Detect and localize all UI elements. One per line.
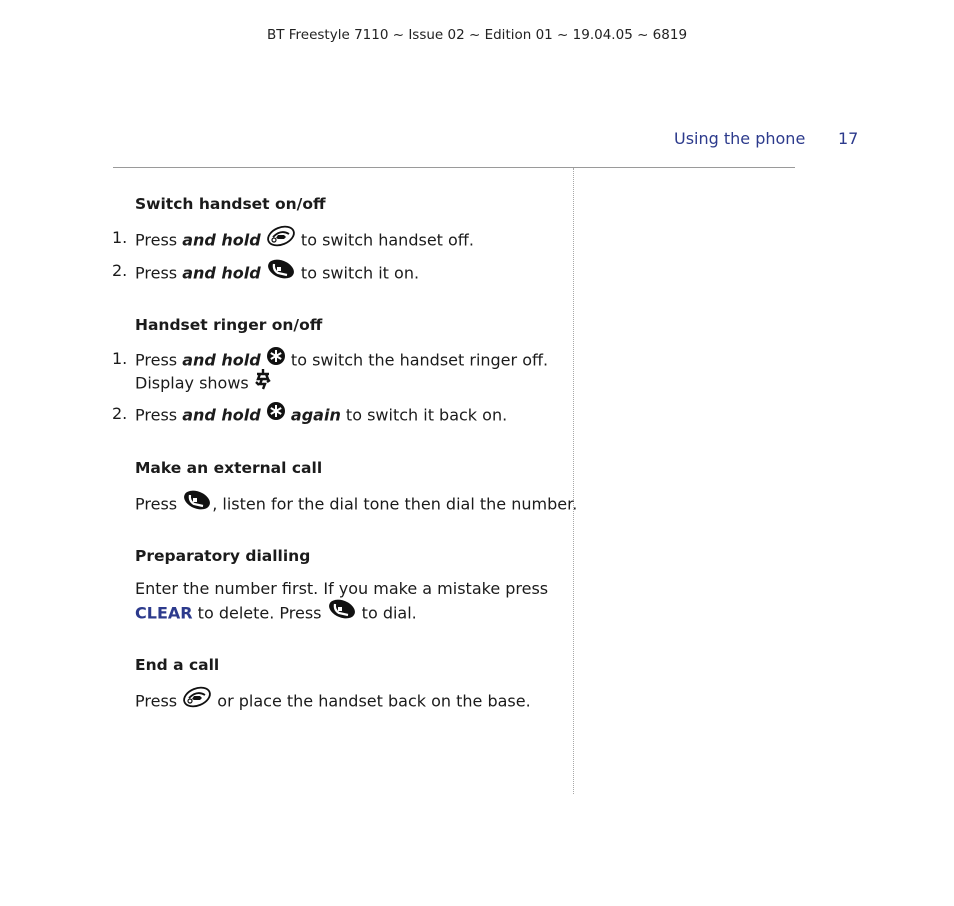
talk-icon [327,598,357,626]
external-call-text: Press , listen for the dial tone then dial the number. [135,491,577,519]
list-number: 1. [112,228,128,247]
phone-off-icon [266,225,296,253]
preparatory-line-2: CLEAR to delete. Press to dial. [135,600,417,628]
switch-step-2: Press and hold to switch it on. [135,260,419,288]
heading-handset-ringer: Handset ringer on/off [135,316,323,334]
talk-icon [182,489,212,517]
preparatory-line-1: Enter the number first. If you make a mistake press [135,579,549,598]
list-number: 1. [112,349,128,368]
list-number: 2. [112,404,128,423]
heading-external-call: Make an external call [135,459,323,477]
header-divider [113,167,795,168]
column-divider [573,168,574,794]
page-number: 17 [838,129,859,148]
ringer-step-2: Press and hold again to switch it back on. [135,403,507,429]
phone-off-icon [182,686,212,714]
clear-key-label: CLEAR [135,603,193,623]
heading-switch-handset: Switch handset on/off [135,195,326,213]
heading-end-call: End a call [135,656,220,674]
switch-step-1: Press and hold to switch handset off. [135,227,474,255]
star-key-icon [266,401,286,427]
heading-preparatory-dialling: Preparatory dialling [135,547,311,565]
list-number: 2. [112,261,128,280]
ringer-off-icon [254,368,272,396]
section-title: Using the phone [674,129,806,148]
ringer-step-1: Press and hold to switch the handset ringer off. [135,348,548,374]
document-info: BT Freestyle 7110 ~ Issue 02 ~ Edition 01 ~ 19.04.05 ~ 6819 [266,27,688,43]
ringer-display-line: Display shows [135,370,272,398]
end-call-text: Press or place the handset back on the base. [135,688,531,716]
talk-icon [266,258,296,286]
